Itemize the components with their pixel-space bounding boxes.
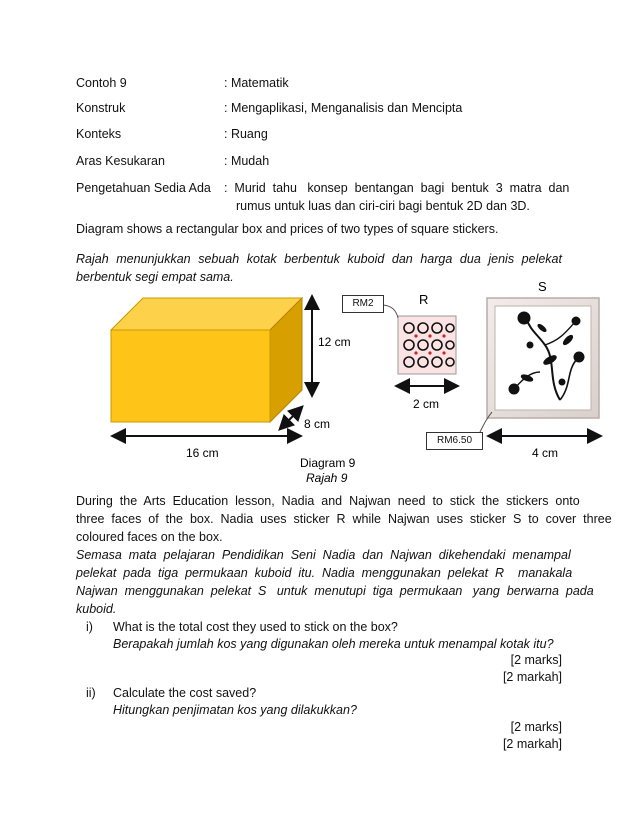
width-label: 8 cm <box>304 417 331 431</box>
sticker-r-dot <box>428 351 431 354</box>
meta-value-konstruk: : Mengaplikasi, Menganalisis dan Mencipta <box>224 101 463 115</box>
intro-ms-line-1: Rajah menunjukkan sebuah kotak berbentuk kuboid dan harga dua jenis pelekat <box>76 252 562 266</box>
sticker-s-flower <box>509 384 519 394</box>
sticker-s-flower <box>518 312 530 324</box>
sticker-r-dot <box>414 351 417 354</box>
sticker-r-dot <box>414 334 417 337</box>
story-ms-line-1: Semasa mata pelajaran Pendidikan Seni Nadia dan Najwan dikehendaki menampal <box>76 548 571 562</box>
meta-label-pengetahuan: Pengetahuan Sedia Ada <box>76 181 211 195</box>
meta-label-contoh: Contoh 9 <box>76 76 127 90</box>
meta-value-pengetahuan-line1: : Murid tahu konsep bentangan bagi bentuk 3 matra dan <box>224 181 570 195</box>
box-front-face <box>111 330 270 422</box>
diagram-caption-en: Diagram 9 <box>300 456 356 470</box>
sticker-s-side-label: 4 cm <box>532 446 559 460</box>
question-1-marks-en: [2 marks] <box>510 653 562 667</box>
question-2-number: ii) <box>86 686 96 700</box>
story-ms-line-3: Najwan menggunakan pelekat S untuk menutupi tiga permukaan yang berwarna pada <box>76 584 594 598</box>
sticker-s-label: S <box>538 279 547 294</box>
meta-label-konstruk: Konstruk <box>76 101 126 115</box>
meta-label-aras: Aras Kesukaran <box>76 154 165 168</box>
question-1-ms: Berapakah jumlah kos yang digunakan oleh mereka untuk menampal kotak itu? <box>113 637 554 651</box>
meta-value-konteks: : Ruang <box>224 127 268 141</box>
story-en-line-1: During the Arts Education lesson, Nadia and Najwan need to stick the stickers onto <box>76 494 580 508</box>
story-en <box>76 492 612 546</box>
story-ms-line-2: pelekat pada tiga permukaan kuboid itu. Nadia menggunakan pelekat R manakala <box>76 566 573 580</box>
sticker-r-dot <box>442 351 445 354</box>
box-top-face <box>111 298 302 330</box>
sticker-r-label: R <box>419 292 429 307</box>
meta-value-pengetahuan-line2: rumus untuk luas dan ciri-ciri bagi bentuk 2D dan 3D. <box>236 199 530 213</box>
question-1-en: What is the total cost they used to stick on the box? <box>113 620 398 634</box>
question-1-marks-ms: [2 markah] <box>502 670 562 684</box>
question-2-ms: Hitungkan penjimatan kos yang dilakukkan? <box>113 703 357 717</box>
rm2-callout-line <box>383 305 398 318</box>
sticker-r-side-label: 2 cm <box>413 397 440 411</box>
sticker-s-flower <box>527 342 533 348</box>
sticker-s-flower <box>574 352 584 362</box>
question-2-marks-ms: [2 markah] <box>502 737 562 751</box>
sticker-r-dot <box>428 334 431 337</box>
sticker-s-flower <box>572 317 580 325</box>
question-2-marks-en: [2 marks] <box>510 720 562 734</box>
diagram-caption-ms: Rajah 9 <box>306 471 348 485</box>
height-label: 12 cm <box>318 335 351 349</box>
price-tag-r: RM2 <box>342 295 384 313</box>
length-label: 16 cm <box>186 446 219 460</box>
sticker-s-flower <box>559 379 565 385</box>
story-en-line-3: coloured faces on the box. <box>76 530 223 544</box>
meta-value-contoh: : Matematik <box>224 76 289 90</box>
story-ms <box>76 546 594 618</box>
rm650-callout-line <box>480 412 492 432</box>
intro-en: Diagram shows a rectangular box and prices of two types of square stickers. <box>76 222 499 236</box>
meta-label-konteks: Konteks <box>76 127 122 141</box>
intro-ms-line-2: berbentuk segi empat sama. <box>76 270 234 284</box>
sticker-r-dot <box>442 334 445 337</box>
meta-value-aras: : Mudah <box>224 154 270 168</box>
question-2-en: Calculate the cost saved? <box>113 686 257 700</box>
price-tag-s: RM6.50 <box>426 432 483 450</box>
width-arrow <box>281 408 301 428</box>
story-ms-line-4: kuboid. <box>76 602 117 616</box>
question-1-number: i) <box>86 620 93 634</box>
story-en-line-2: three faces of the box. Nadia uses sticker R while Najwan uses sticker S to cover three <box>76 512 612 526</box>
